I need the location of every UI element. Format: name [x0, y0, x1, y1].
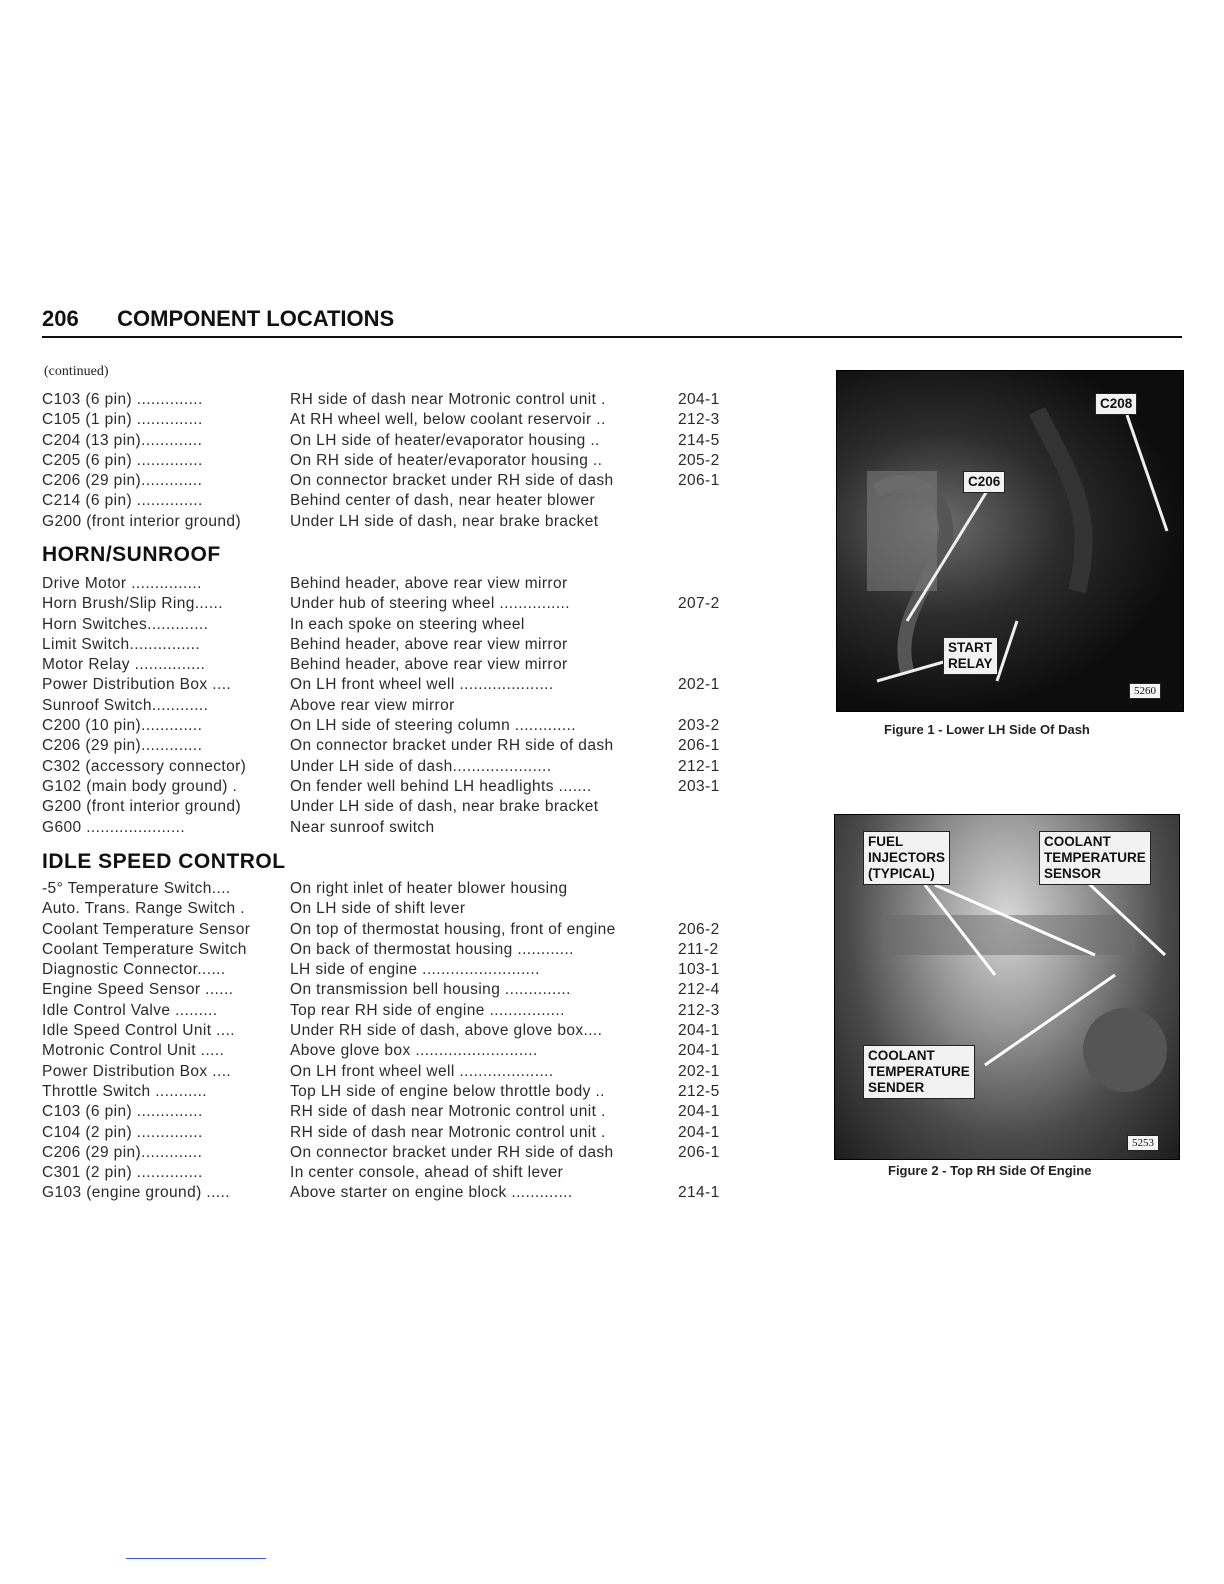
- section-heading-horn-sunroof: HORN/SUNROOF: [42, 543, 221, 566]
- component-location: On connector bracket under RH side of dash: [290, 472, 614, 490]
- component-name: Coolant Temperature Sensor: [42, 920, 251, 938]
- figure-reference: 204-1: [678, 391, 720, 408]
- component-name: Idle Speed Control Unit ....: [42, 1022, 235, 1040]
- label-coolant-temperature-sensor: COOLANT TEMPERATURE SENSOR: [1039, 831, 1151, 885]
- component-name: Sunroof Switch............: [42, 696, 209, 714]
- figure-2-caption: Figure 2 - Top RH Side Of Engine: [888, 1163, 1092, 1178]
- figure-reference: 204-1: [678, 1103, 720, 1121]
- footer-link-underline: [126, 1558, 266, 1559]
- component-location: Behind header, above rear view mirror: [290, 656, 568, 674]
- figure-2-photo: [834, 814, 1180, 1160]
- figure-1-caption: Figure 1 - Lower LH Side Of Dash: [884, 722, 1090, 737]
- component-name: Power Distribution Box ....: [42, 676, 232, 694]
- figure-reference: 205-2: [678, 451, 720, 469]
- label-start-relay: START RELAY: [943, 637, 998, 675]
- component-location: RH side of dash near Motronic control unit .: [290, 391, 606, 408]
- component-name: G103 (engine ground) .....: [42, 1184, 230, 1202]
- figure-reference: 206-1: [678, 1143, 720, 1161]
- component-location: Near sunroof switch: [290, 818, 435, 836]
- component-location: Behind center of dash, near heater blower: [290, 492, 596, 510]
- component-name: Auto. Trans. Range Switch .: [42, 900, 245, 918]
- label-fuel-injectors: FUEL INJECTORS (TYPICAL): [863, 831, 950, 885]
- component-location: On LH side of shift lever: [290, 900, 466, 918]
- figure-reference: 202-1: [678, 676, 720, 694]
- component-name: Horn Brush/Slip Ring......: [42, 595, 223, 613]
- page-title: COMPONENT LOCATIONS: [117, 306, 395, 331]
- component-name: C103 (6 pin) ..............: [42, 1103, 203, 1121]
- component-name: G102 (main body ground) .: [42, 777, 238, 795]
- component-location: Above starter on engine block .............: [290, 1184, 573, 1202]
- component-location: Behind header, above rear view mirror: [290, 635, 568, 653]
- component-location: On fender well behind LH headlights .......: [290, 777, 592, 795]
- section-heading-idle-speed-control: IDLE SPEED CONTROL: [42, 850, 286, 873]
- photo-number: 5260: [1129, 683, 1161, 699]
- component-location: In center console, ahead of shift lever: [290, 1164, 564, 1182]
- figure-reference: 211-2: [678, 940, 719, 958]
- figure-reference: 202-1: [678, 1062, 720, 1080]
- component-location: On LH front wheel well ....................: [290, 676, 554, 694]
- figure-reference: 103-1: [678, 961, 720, 979]
- component-name: C204 (13 pin).............: [42, 431, 203, 449]
- figure-reference: 212-5: [678, 1082, 720, 1100]
- component-name: Coolant Temperature Switch: [42, 940, 247, 958]
- component-name: G600 .....................: [42, 818, 186, 836]
- label-c206: C206: [963, 471, 1005, 493]
- figure-reference: 214-1: [678, 1184, 720, 1202]
- component-location: On LH side of heater/evaporator housing ..: [290, 431, 600, 449]
- figure-reference: 204-1: [678, 1123, 720, 1141]
- component-name: Engine Speed Sensor ......: [42, 981, 234, 999]
- component-location: On LH side of steering column .............: [290, 717, 576, 735]
- component-location: On RH side of heater/evaporator housing ..: [290, 451, 603, 469]
- figure-reference: 212-4: [678, 981, 720, 999]
- component-name: Throttle Switch ...........: [42, 1082, 207, 1100]
- component-name: C103 (6 pin) ..............: [42, 391, 203, 408]
- figure-1-photo: [836, 370, 1184, 712]
- component-name: -5° Temperature Switch....: [42, 880, 231, 897]
- component-location: Under RH side of dash, above glove box....: [290, 1022, 603, 1040]
- component-location: On back of thermostat housing ............: [290, 940, 574, 958]
- component-location: RH side of dash near Motronic control unit .: [290, 1103, 606, 1121]
- component-name: C206 (29 pin).............: [42, 1143, 203, 1161]
- component-location: On transmission bell housing ..............: [290, 981, 571, 999]
- figure-reference: 204-1: [678, 1042, 720, 1060]
- component-location: On top of thermostat housing, front of engine: [290, 920, 616, 938]
- component-name: Drive Motor ...............: [42, 575, 202, 592]
- component-location: Top LH side of engine below throttle body ..: [290, 1082, 605, 1100]
- component-name: C105 (1 pin) ..............: [42, 411, 203, 429]
- component-location: Behind header, above rear view mirror: [290, 575, 568, 592]
- component-name: Power Distribution Box ....: [42, 1062, 232, 1080]
- component-name: Motronic Control Unit .....: [42, 1042, 225, 1060]
- figure-reference: 203-1: [678, 777, 720, 795]
- component-name: Idle Control Valve .........: [42, 1001, 218, 1019]
- component-location: In each spoke on steering wheel: [290, 615, 525, 633]
- component-location: At RH wheel well, below coolant reservoir ..: [290, 411, 606, 429]
- component-location: RH side of dash near Motronic control unit .: [290, 1123, 606, 1141]
- figure-reference: 206-1: [678, 472, 720, 490]
- figure-1-arrows: [837, 371, 1183, 711]
- component-name: C301 (2 pin) ..............: [42, 1164, 203, 1182]
- figure-reference: 212-3: [678, 1001, 720, 1019]
- component-location: On connector bracket under RH side of dash: [290, 1143, 614, 1161]
- figure-reference: 214-5: [678, 431, 720, 449]
- component-name: G200 (front interior ground): [42, 512, 242, 530]
- continued-note: (continued): [44, 364, 109, 379]
- page-header: [42, 306, 1182, 332]
- figure-reference: 206-2: [678, 920, 720, 938]
- component-location: Above rear view mirror: [290, 696, 455, 714]
- component-location: Under LH side of dash, near brake bracket: [290, 512, 599, 530]
- component-location: Top rear RH side of engine ................: [290, 1001, 565, 1019]
- label-c208: C208: [1095, 393, 1137, 415]
- figure-reference: 207-2: [678, 595, 720, 613]
- figure-reference: 212-1: [678, 757, 720, 775]
- label-coolant-temperature-sender: COOLANT TEMPERATURE SENDER: [863, 1045, 975, 1099]
- component-location: Under hub of steering wheel ...............: [290, 595, 570, 613]
- figure-reference: 206-1: [678, 737, 720, 755]
- figure-reference: 212-3: [678, 411, 720, 429]
- component-name: C200 (10 pin).............: [42, 717, 203, 735]
- component-name: G200 (front interior ground): [42, 798, 242, 816]
- figure-reference: 204-1: [678, 1022, 720, 1040]
- component-location: LH side of engine .........................: [290, 961, 540, 979]
- component-name: C214 (6 pin) ..............: [42, 492, 203, 510]
- photo-number: 5253: [1127, 1135, 1159, 1151]
- component-name: Limit Switch...............: [42, 635, 201, 653]
- component-name: C206 (29 pin).............: [42, 472, 203, 490]
- component-location: On right inlet of heater blower housing: [290, 880, 568, 897]
- component-location: Under LH side of dash.....................: [290, 757, 552, 775]
- component-location: On LH front wheel well ....................: [290, 1062, 554, 1080]
- component-location: Under LH side of dash, near brake bracket: [290, 798, 599, 816]
- component-name: C302 (accessory connector): [42, 757, 247, 775]
- component-name: C205 (6 pin) ..............: [42, 451, 203, 469]
- component-location: On connector bracket under RH side of dash: [290, 737, 614, 755]
- component-name: Horn Switches.............: [42, 615, 209, 633]
- component-name: Diagnostic Connector......: [42, 961, 226, 979]
- page-number: 206: [42, 306, 79, 331]
- component-location: Above glove box ..........................: [290, 1042, 538, 1060]
- header-rule: [42, 336, 1182, 338]
- component-name: C104 (2 pin) ..............: [42, 1123, 203, 1141]
- component-name: C206 (29 pin).............: [42, 737, 203, 755]
- component-name: Motor Relay ...............: [42, 656, 206, 674]
- figure-reference: 203-2: [678, 717, 720, 735]
